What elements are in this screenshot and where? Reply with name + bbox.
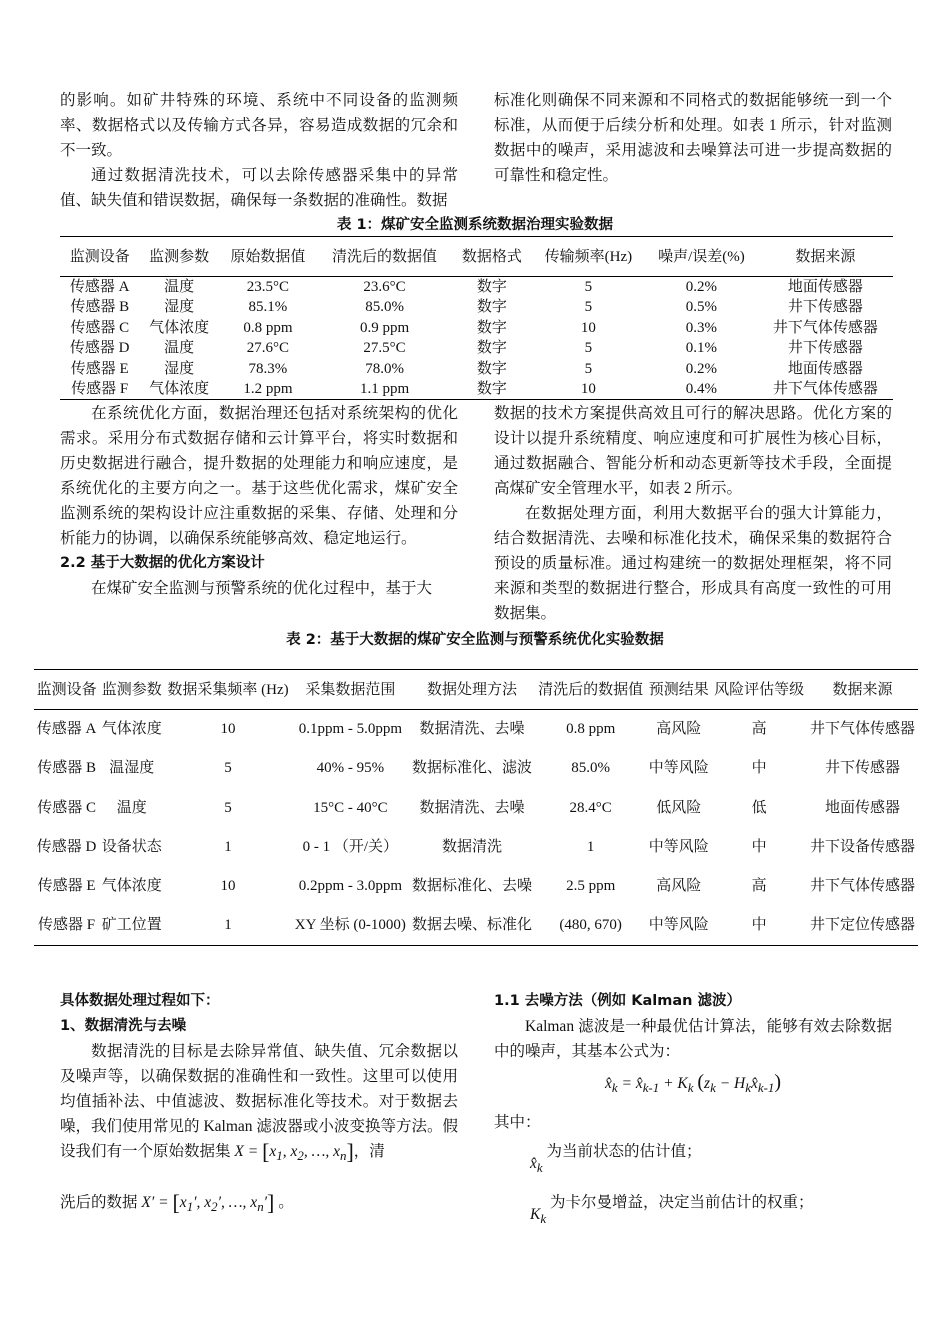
kalman-formula: $x̂_k$ = $x̂_{k-1} + K_k$ ($z_k$ − $H_kx̂_{k-1}$) xyxy=(604,1071,781,1096)
column-header: 监测参数 xyxy=(149,248,210,265)
table-cell: 数据标准化、滤波 xyxy=(412,760,533,777)
table-cell: 0.4% xyxy=(685,381,718,397)
table2-header-row xyxy=(34,670,918,710)
column-header: 监测参数 xyxy=(101,681,162,698)
paragraph xyxy=(60,1190,458,1219)
table-cell: 85.1% xyxy=(248,299,288,316)
table-cell: 传感器 E xyxy=(37,878,96,895)
table-cell: 气体浓度 xyxy=(101,721,162,738)
table-cell: 湿度 xyxy=(164,360,195,377)
column-header: 清洗后的数据值 xyxy=(332,248,438,265)
table-cell: 井下传感器 xyxy=(787,299,863,316)
paragraph-text: 。 xyxy=(278,1194,294,1212)
table-cell: 1 xyxy=(224,917,232,934)
table-cell: 数字 xyxy=(476,360,507,377)
table-cell: 40% - 95% xyxy=(316,760,385,777)
table-cell: 5 xyxy=(584,299,593,316)
table-cell: 传感器 F xyxy=(71,381,129,397)
bottom-left-column xyxy=(60,989,458,1219)
definition-text: 为卡尔曼增益，决定当前估计的权重； xyxy=(549,1194,814,1212)
table-cell: 0.2ppm - 3.0ppm xyxy=(298,878,403,895)
table-cell: 0.2% xyxy=(685,279,718,295)
table-cell: 中 xyxy=(751,917,767,934)
table-cell: 0.8 ppm xyxy=(566,721,616,738)
paragraph: 标准化则确保不同来源和不同格式的数据能够统一到一个标准，从而便于后续分析和处理。如表 1 所示，针对监测数据中的噪声，采用滤波和去噪算法可进一步提高数据的可靠性和稳定性。 xyxy=(494,92,892,184)
table-cell: 27.5°C xyxy=(363,340,406,357)
table-row xyxy=(60,277,893,298)
table-cell: 10 xyxy=(220,721,236,738)
column-header: 数据来源 xyxy=(832,681,893,698)
table-row xyxy=(34,710,918,749)
table-cell: 28.4°C xyxy=(569,799,612,816)
table-cell: 78.0% xyxy=(365,360,404,377)
table-cell: 气体浓度 xyxy=(149,381,210,397)
table-row xyxy=(34,827,918,866)
column-header: 预测结果 xyxy=(648,681,709,698)
table-cell: 高风险 xyxy=(656,878,702,895)
table-cell: 10 xyxy=(580,381,596,397)
table-cell: 0.9 ppm xyxy=(359,319,410,336)
table1 xyxy=(60,236,893,400)
column-header: 清洗后的数据值 xyxy=(538,681,644,698)
top-right-column xyxy=(494,88,892,188)
table-cell: 中 xyxy=(751,760,767,777)
table-cell: 中 xyxy=(751,839,767,856)
table-row xyxy=(34,788,918,827)
table-cell: 地面传感器 xyxy=(824,799,900,816)
column-header: 数据格式 xyxy=(461,248,522,265)
paragraph: 通过数据清洗技术，可以去除传感器采集中的异常值、缺失值和错误数据，确保每一条数据的准确性。数据 xyxy=(60,167,458,209)
table-cell: 数字 xyxy=(476,319,507,336)
table-cell: 中等风险 xyxy=(648,917,709,934)
table-cell: 设备状态 xyxy=(101,839,162,856)
paragraph: 数据的技术方案提供高效且可行的解决思路。优化方案的设计以提升系统精度、响应速度和可扩展性为核心目标，通过数据融合、智能分析和动态更新等技术手段，全面提高煤矿安全管理水平，如表 2 所示。 xyxy=(494,405,892,497)
table-cell: 10 xyxy=(580,319,596,336)
table-cell: 井下气体传感器 xyxy=(772,381,878,397)
table-cell: 井下气体传感器 xyxy=(809,878,915,895)
state-estimate-symbol: $x̂_k$ xyxy=(530,1155,543,1176)
table-cell: 数据清洗、去噪 xyxy=(419,721,525,738)
table-cell: 数字 xyxy=(476,279,507,295)
paragraph-text: 数据清洗的目标是去除异常值、缺失值、冗余数据以及噪声等，以确保数据的准确性和一致性。这里可以使用均值插补法、中值滤波、数据标准化等技术。对于数据去噪，我们使用常见的 Kalman 滤波器或小波变换等方法。假设我们有一个原始数据集 xyxy=(60,1043,458,1160)
mid-right-column xyxy=(494,401,892,626)
table-cell: 高风险 xyxy=(656,721,702,738)
table-cell: 地面传感器 xyxy=(787,279,863,295)
section-heading: 具体数据处理过程如下： xyxy=(60,993,220,1009)
table-cell: 气体浓度 xyxy=(101,878,162,895)
kalman-gain-symbol: $K_k$ xyxy=(530,1206,547,1227)
table1-header-row xyxy=(60,237,893,277)
table-cell: 低风险 xyxy=(656,799,702,816)
table-cell: 1.2 ppm xyxy=(243,381,293,397)
table-cell: 10 xyxy=(220,878,236,895)
table-cell: 2.5 ppm xyxy=(566,878,616,895)
table-row xyxy=(60,297,893,318)
table-cell: 温度 xyxy=(164,279,195,295)
table-cell: 0 - 1 （开/关） xyxy=(302,839,399,856)
table-cell: 气体浓度 xyxy=(149,319,210,336)
table-cell: 1 xyxy=(224,839,232,856)
paragraph: 的影响。如矿井特殊的环境、系统中不同设备的监测频率、数据格式以及传输方式各异，容易造成数据的冗余和不一致。 xyxy=(60,92,458,159)
column-header: 监测设备 xyxy=(36,681,97,698)
table-cell: 低 xyxy=(751,799,767,816)
table-cell: 高 xyxy=(751,878,767,895)
table-cell: 传感器 E xyxy=(70,360,129,377)
section-heading: 2.2 基于大数据的优化方案设计 xyxy=(60,555,265,571)
table-cell: 井下定位传感器 xyxy=(809,917,915,934)
table-cell: 地面传感器 xyxy=(787,360,863,377)
table-cell: 传感器 C xyxy=(37,799,96,816)
subsection-heading: 1、数据清洗与去噪 xyxy=(60,1018,187,1034)
table-cell: 23.5°C xyxy=(246,279,290,295)
table-row xyxy=(34,906,918,945)
table-cell: 中等风险 xyxy=(648,760,709,777)
paragraph: 在煤矿安全监测与预警系统的优化过程中，基于大 xyxy=(91,580,433,597)
dataset-formula: $X = [x_1$, $x_2$, …, $x_n$] xyxy=(234,1139,354,1164)
table-cell: 传感器 F xyxy=(38,917,96,934)
table1-caption: 表 1：煤矿安全监测系统数据治理实验数据 xyxy=(336,217,614,233)
table-cell: 传感器 A xyxy=(69,279,130,295)
paragraph-text: ，清 xyxy=(353,1143,385,1160)
paragraph xyxy=(60,1039,458,1168)
paragraph: Kalman 滤波是一种最优估计算法，能够有效去除数据中的噪声，其基本公式为： xyxy=(494,1018,892,1060)
table-cell: 传感器 D xyxy=(36,839,97,856)
table-cell: 5 xyxy=(224,760,232,777)
paragraph: 其中： xyxy=(494,1114,541,1132)
table-cell: 温湿度 xyxy=(109,760,155,777)
table-cell: 1.1 ppm xyxy=(359,381,410,397)
table-cell: 井下传感器 xyxy=(787,340,863,357)
column-header: 监测设备 xyxy=(69,248,130,265)
table-cell: 85.0% xyxy=(365,299,404,316)
table-cell: 温度 xyxy=(116,799,147,816)
table-row xyxy=(60,318,893,339)
table-cell: 数字 xyxy=(476,340,507,357)
table-cell: 0.1% xyxy=(685,340,718,357)
table-cell: 传感器 C xyxy=(70,319,130,336)
section-heading: 1.1 去噪方法（例如 Kalman 滤波） xyxy=(494,993,742,1009)
paragraph-text: 洗后的数据 xyxy=(60,1194,138,1212)
table-cell: 0.5% xyxy=(685,299,718,316)
table1-body xyxy=(60,277,893,400)
table-cell: 0.1ppm - 5.0ppm xyxy=(298,721,403,738)
table-cell: 5 xyxy=(584,279,593,295)
table-row xyxy=(60,338,893,359)
table-cell: 0.3% xyxy=(685,319,718,336)
table-cell: 数据清洗 xyxy=(442,839,503,856)
mid-left-column xyxy=(60,401,458,601)
table-row xyxy=(60,379,893,400)
table-cell: XY 坐标 (0-1000) xyxy=(294,917,406,934)
column-header: 风险评估等级 xyxy=(714,681,805,698)
table-cell: 5 xyxy=(584,340,593,357)
bottom-right-column xyxy=(494,989,892,1227)
table-cell: 传感器 A xyxy=(36,721,97,738)
table-row xyxy=(34,867,918,906)
definition-line xyxy=(494,1190,892,1227)
cleaned-dataset-formula: $X' = [x_1'$, $x_2'$, …, $x_n'$] xyxy=(141,1190,275,1216)
table-cell: 23.6°C xyxy=(363,279,406,295)
column-header: 原始数据值 xyxy=(230,248,306,265)
table-cell: 井下传感器 xyxy=(824,760,900,777)
table-row xyxy=(34,749,918,788)
table-row xyxy=(60,359,893,380)
table-cell: 数据标准化、去噪 xyxy=(412,878,533,895)
table-cell: 湿度 xyxy=(164,299,195,316)
table-cell: 0.8 ppm xyxy=(243,319,293,336)
column-header: 传输频率(Hz) xyxy=(544,248,633,265)
column-header: 噪声/误差(%) xyxy=(658,248,745,265)
paragraph: 在数据处理方面，利用大数据平台的强大计算能力，结合数据清洗、去噪和标准化技术，确保采集的数据符合预设的质量标准。通过构建统一的数据处理框架，将不同来源和类型的数据进行整合，形成具有高度一致性的可用数据集。 xyxy=(494,505,892,622)
table-cell: 5 xyxy=(584,360,593,377)
table-cell: 数据去噪、标准化 xyxy=(412,917,533,934)
table-cell: 传感器 D xyxy=(69,340,130,357)
table2-caption: 表 2：基于大数据的煤矿安全监测与预警系统优化实验数据 xyxy=(286,632,664,648)
table-cell: 5 xyxy=(224,799,232,816)
table2 xyxy=(34,669,918,946)
table-cell: 高 xyxy=(751,721,767,738)
table-cell: 数字 xyxy=(476,299,507,316)
table-cell: 传感器 B xyxy=(37,760,96,777)
definition-text: 为当前状态的估计值； xyxy=(546,1143,702,1161)
table-cell: 井下气体传感器 xyxy=(809,721,915,738)
table-cell: 矿工位置 xyxy=(101,917,162,934)
table-cell: 井下气体传感器 xyxy=(772,319,878,336)
table-cell: 中等风险 xyxy=(648,839,709,856)
table-cell: 85.0% xyxy=(571,760,611,777)
column-header: 采集数据范围 xyxy=(305,681,396,698)
definition-line xyxy=(494,1139,892,1176)
table-cell: 78.3% xyxy=(248,360,288,377)
top-left-column xyxy=(60,88,458,213)
table-cell: 传感器 B xyxy=(70,299,130,316)
table-cell: 15°C - 40°C xyxy=(313,799,388,816)
table-cell: 数字 xyxy=(476,381,507,397)
column-header: 数据来源 xyxy=(795,248,856,265)
table-cell: 0.2% xyxy=(685,360,718,377)
table-cell: 27.6°C xyxy=(246,340,290,357)
table2-body xyxy=(34,710,918,946)
column-header: 数据采集频率 (Hz) xyxy=(167,681,289,698)
paragraph: 在系统优化方面，数据治理还包括对系统架构的优化需求。采用分布式数据存储和云计算平台，将实时数据和历史数据进行融合，提升数据的处理能力和响应速度，是系统优化的主要方向之一。基于这些优化需求，煤矿安全监测系统的架构设计应注重数据的采集、存储、处理和分析能力的协调，以确保系统能够高效、稳定地运行。 xyxy=(60,405,458,547)
column-header: 数据处理方法 xyxy=(427,681,518,698)
table-cell: 温度 xyxy=(164,340,195,357)
table-cell: 井下设备传感器 xyxy=(809,839,915,856)
table-cell: (480, 670) xyxy=(559,917,622,934)
table-cell: 1 xyxy=(586,839,595,856)
table-cell: 数据清洗、去噪 xyxy=(419,799,525,816)
